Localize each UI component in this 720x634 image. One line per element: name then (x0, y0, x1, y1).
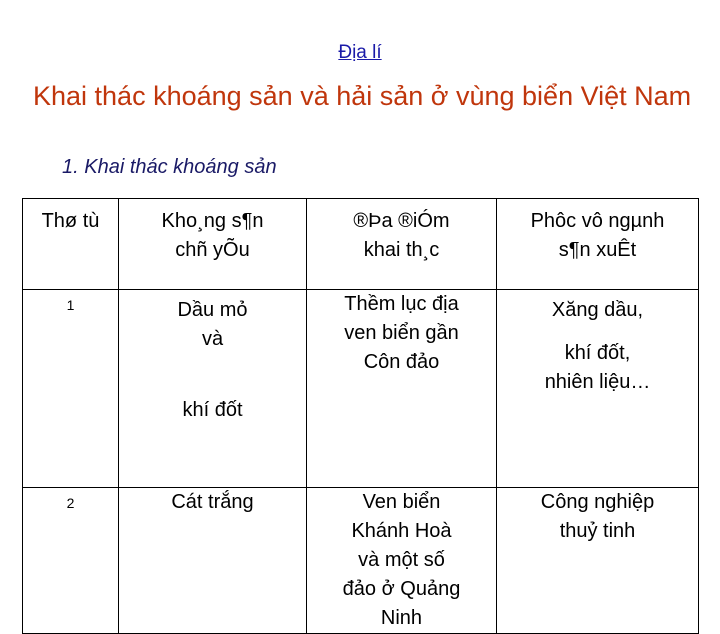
location-line: Ninh (380, 607, 423, 629)
location-line: ven biển gần (344, 322, 459, 344)
header-location-line: khai th¸c (363, 239, 440, 261)
header-industry-line: s¶n xuÊt (558, 239, 637, 261)
header-cell-location (307, 199, 497, 290)
table-header-row (23, 199, 699, 290)
header-mineral-line: Kho¸ng s¶n (161, 210, 264, 232)
location-line: và một số (358, 549, 445, 571)
header-location-line: ®Þa ®iÓm (353, 210, 450, 232)
industry-line: khí đốt, (564, 342, 631, 364)
page-title: Khai thác khoáng sản và hải sản ở vùng biển Việt Nam (33, 81, 692, 111)
header-cell-order (23, 199, 119, 290)
row-number: 1 (66, 297, 75, 313)
location-cell (307, 488, 497, 634)
row-number: 2 (66, 495, 75, 511)
row-number-cell (23, 488, 119, 634)
mineral-line: khí đốt (182, 399, 243, 421)
header-mineral-line: chñ yÕu (175, 239, 250, 261)
mineral-cell (119, 488, 307, 634)
table-row (23, 488, 699, 634)
mineral-line: Dầu mỏ (177, 299, 248, 321)
industry-cell (497, 290, 699, 488)
industry-line: thuỷ tinh (559, 520, 636, 542)
industry-line: Xăng dầu, (551, 299, 644, 321)
header-industry-line: Phôc vô ngµnh (530, 210, 665, 232)
table-row (23, 290, 699, 488)
location-line: Côn đảo (363, 351, 440, 373)
mineral-cell (119, 290, 307, 488)
location-line: đảo ở Quảng (342, 578, 461, 600)
industry-line: nhiên liệu… (544, 371, 651, 393)
header-cell-mineral (119, 199, 307, 290)
subject-label: Địa lí (338, 42, 382, 63)
header-order-line: Thø tù (41, 210, 100, 232)
location-line: Thềm lục địa (344, 293, 459, 315)
location-line: Ven biển (362, 491, 441, 513)
mineral-line: Cát trắng (171, 491, 254, 513)
mineral-line: và (201, 328, 224, 350)
mineral-table (22, 198, 699, 634)
industry-cell (497, 488, 699, 634)
section-heading: 1. Khai thác khoáng sản (62, 156, 277, 178)
header-cell-industry (497, 199, 699, 290)
row-number-cell (23, 290, 119, 488)
location-cell (307, 290, 497, 488)
industry-line: Công nghiệp (540, 491, 655, 513)
location-line: Khánh Hoà (351, 520, 452, 542)
